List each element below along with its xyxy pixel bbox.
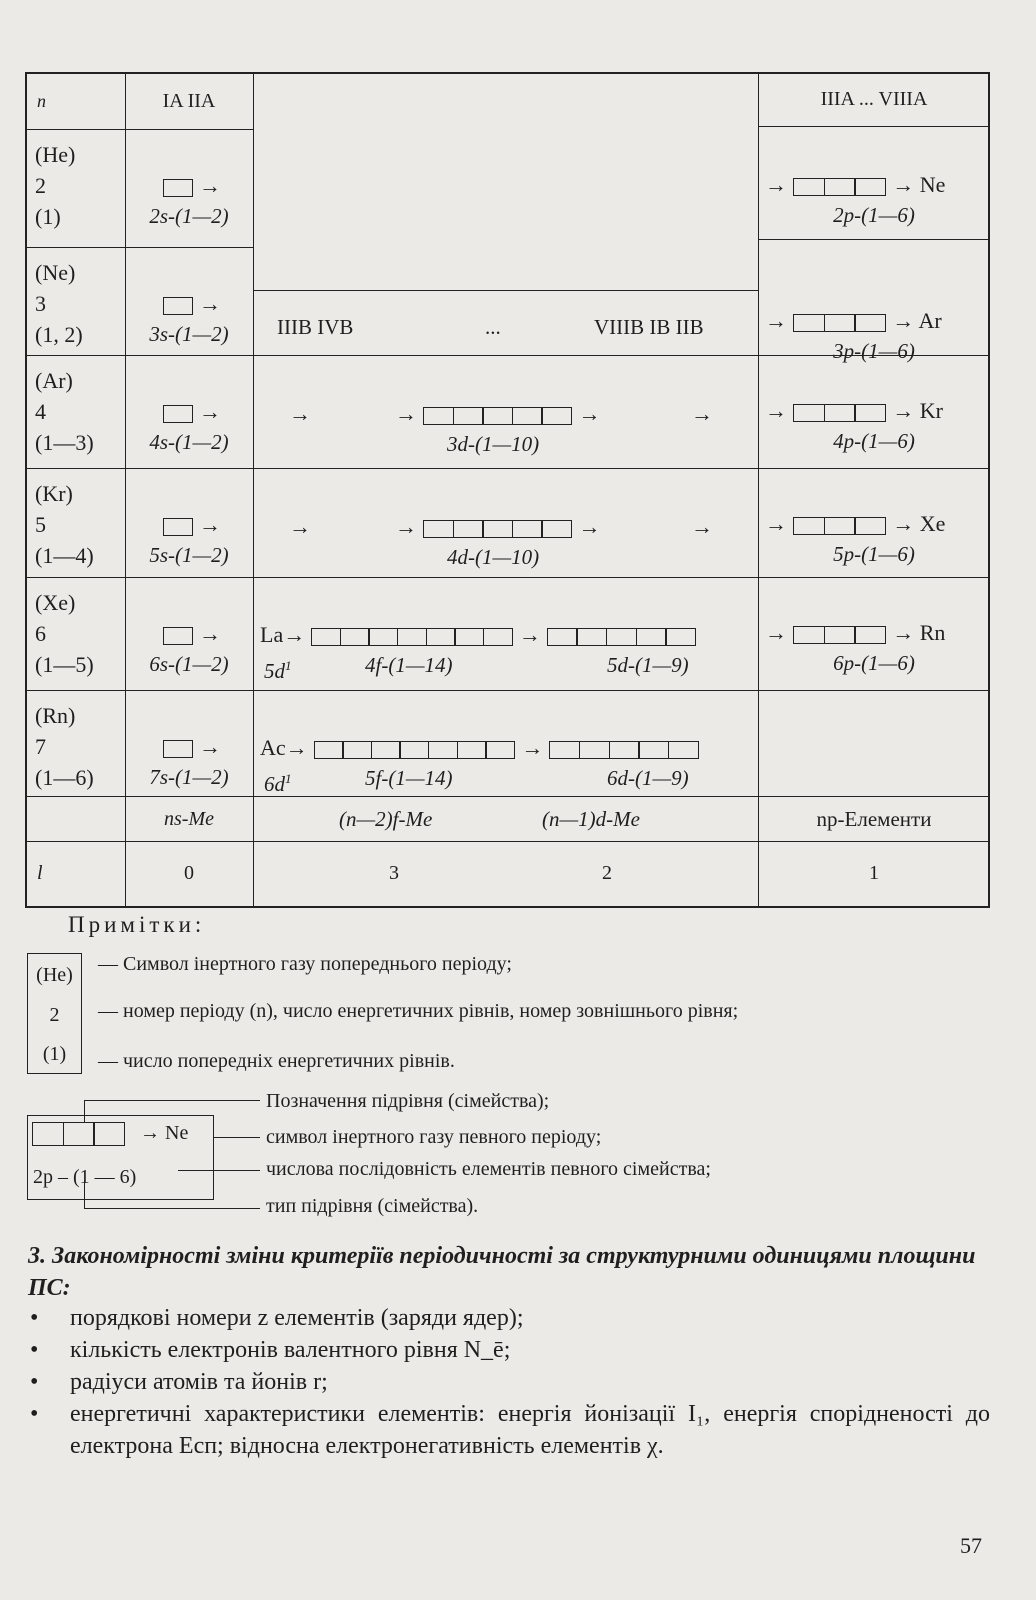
period-number: 3	[35, 291, 46, 316]
s-sublevel-label: 6s-(1—2)	[149, 652, 229, 676]
legend2-cells	[32, 1122, 125, 1146]
criteria-list	[28, 1302, 990, 1462]
p-cell-glyph: → → Rn	[765, 620, 946, 645]
p-noble-gas: Kr	[919, 398, 943, 423]
family-p: np-Елементи	[816, 807, 932, 831]
f-lead-glyph: Ac→ →	[260, 732, 705, 763]
d-cell-glyph: → →	[395, 401, 601, 426]
f-sublevel-label: 5f-(1—14)	[365, 766, 453, 790]
f-lead-element: Ac	[260, 735, 286, 760]
legend2-line-2: символ інертного газу певного періоду;	[266, 1126, 602, 1148]
legend1-line-2: — номер періоду (n), число енергетичних рівнів, номер зовнішнього рівня;	[98, 1000, 739, 1022]
l-p: 1	[869, 862, 879, 884]
legend2-line-1: Позначення підрівня (сімейства);	[266, 1090, 550, 1112]
header-group-d-right: VIIIB IB IIB	[594, 315, 704, 339]
d-sublevel-label: 6d-(1—9)	[607, 766, 689, 790]
legend1-line-1: — Символ інертного газу попереднього періоду;	[98, 953, 512, 975]
p-sublevel-label: 2p-(1—6)	[833, 203, 915, 227]
legend-period-box	[27, 953, 82, 1074]
p-sublevel-label: 6p-(1—6)	[833, 651, 915, 675]
l-label: l	[37, 862, 43, 884]
s-cell-glyph: →	[125, 396, 253, 427]
legend2-label: 2p – (1 — 6)	[33, 1166, 137, 1188]
period-prev-levels: (1)	[35, 204, 61, 229]
p-cell-glyph: → → Xe	[765, 511, 946, 536]
period-prev-levels: (1, 2)	[35, 322, 83, 347]
l-s: 0	[184, 862, 194, 884]
header-n: n	[37, 91, 46, 111]
d-cell-glyph: → →	[395, 514, 601, 539]
header-group-p: IIIA ... VIIIA	[820, 88, 928, 110]
header-group-d-left: IIIB IVB	[277, 315, 354, 339]
f-lead-glyph: La→ →	[260, 619, 702, 650]
notes-title: Примітки:	[68, 912, 206, 937]
period-prev-levels: (1—6)	[35, 765, 94, 790]
period-number: 7	[35, 734, 46, 759]
list-item: • кількість електронів валентного рівня N_ē;	[30, 1337, 511, 1363]
p-noble-gas: Ne	[919, 172, 946, 197]
family-d: (n—1)d-Me	[542, 807, 640, 831]
period-prev-levels: (1—4)	[35, 543, 94, 568]
page-number: 57	[960, 1533, 982, 1558]
p-sublevel-label: 4p-(1—6)	[833, 429, 915, 453]
s-sublevel-label: 4s-(1—2)	[149, 430, 229, 454]
l-d: 2	[602, 862, 612, 884]
period-gas: (Kr)	[35, 481, 73, 506]
period-number: 4	[35, 399, 46, 424]
p-cell-glyph: → → Kr	[765, 398, 943, 423]
p-noble-gas: Ar	[918, 308, 942, 333]
d-arrow-end: →	[691, 401, 713, 426]
period-number: 6	[35, 621, 46, 646]
list-item: • енергетичні характеристики елементів: енергія йонізації I₁, енергія спорідненості до електрона Eсп; відносна електронегативність елементів χ.	[30, 1401, 990, 1459]
legend2-gas: → Ne	[140, 1122, 189, 1144]
p-cell-glyph: → → Ne	[765, 172, 946, 197]
header-group-d-dots: ...	[485, 315, 501, 339]
family-s: ns-Me	[164, 808, 214, 830]
s-sublevel-label: 7s-(1—2)	[149, 765, 229, 789]
family-f: (n—2)f-Me	[339, 807, 433, 831]
f-sublevel-label: 4f-(1—14)	[365, 653, 453, 677]
f-lead-config: $5d^1$	[264, 658, 292, 683]
section-heading: 3. Закономірності зміни критеріїв періодичності за структурними одиницями площини ПС:	[28, 1243, 976, 1301]
d-sublevel-label: 5d-(1—9)	[607, 653, 689, 677]
legend1-n: 2	[49, 1004, 60, 1026]
period-gas: (Rn)	[35, 703, 76, 728]
d-sublevel-label: 4d-(1—10)	[447, 545, 540, 569]
period-gas: (Ne)	[35, 260, 76, 285]
period-gas: (He)	[35, 142, 76, 167]
d-arrow-end: →	[691, 514, 713, 539]
period-number: 5	[35, 512, 46, 537]
p-cell-glyph: → → Ar	[765, 308, 942, 333]
legend1-gas: (He)	[36, 964, 73, 986]
d-arrow-start: →	[289, 514, 311, 539]
l-f: 3	[389, 862, 399, 884]
s-sublevel-label: 5s-(1—2)	[149, 543, 229, 567]
legend2-line-3: числова послідовність елементів певного сімейства;	[266, 1158, 711, 1180]
s-cell-glyph: →	[125, 618, 253, 649]
s-cell-glyph: →	[125, 509, 253, 540]
s-cell-glyph: →	[125, 731, 253, 762]
period-number: 2	[35, 173, 46, 198]
s-cell-glyph: →	[125, 170, 253, 201]
f-lead-config: $6d^1$	[264, 771, 292, 796]
legend1-line-3: — число попередніх енергетичних рівнів.	[98, 1050, 455, 1072]
legend1-prev: (1)	[42, 1043, 67, 1065]
period-prev-levels: (1—5)	[35, 652, 94, 677]
header-group-s: IA IIA	[162, 90, 216, 112]
list-item: • порядкові номери z елементів (заряди ядер);	[30, 1305, 524, 1331]
p-noble-gas: Xe	[919, 511, 946, 536]
s-cell-glyph: →	[125, 288, 253, 319]
f-lead-element: La	[260, 622, 284, 647]
p-sublevel-label: 5p-(1—6)	[833, 542, 915, 566]
period-prev-levels: (1—3)	[35, 430, 94, 455]
period-gas: (Ar)	[35, 368, 73, 393]
p-sublevel-label: 3p-(1—6)	[833, 339, 915, 363]
period-gas: (Xe)	[35, 590, 76, 615]
s-sublevel-label: 2s-(1—2)	[149, 204, 229, 228]
list-item: • радіуси атомів та йонів r;	[30, 1369, 328, 1395]
d-sublevel-label: 3d-(1—10)	[447, 432, 540, 456]
p-noble-gas: Rn	[919, 620, 946, 645]
legend2-line-4: тип підрівня (сімейства).	[266, 1195, 479, 1217]
d-arrow-start: →	[289, 401, 311, 426]
periodic-structure-table	[25, 72, 990, 908]
s-sublevel-label: 3s-(1—2)	[149, 322, 229, 346]
